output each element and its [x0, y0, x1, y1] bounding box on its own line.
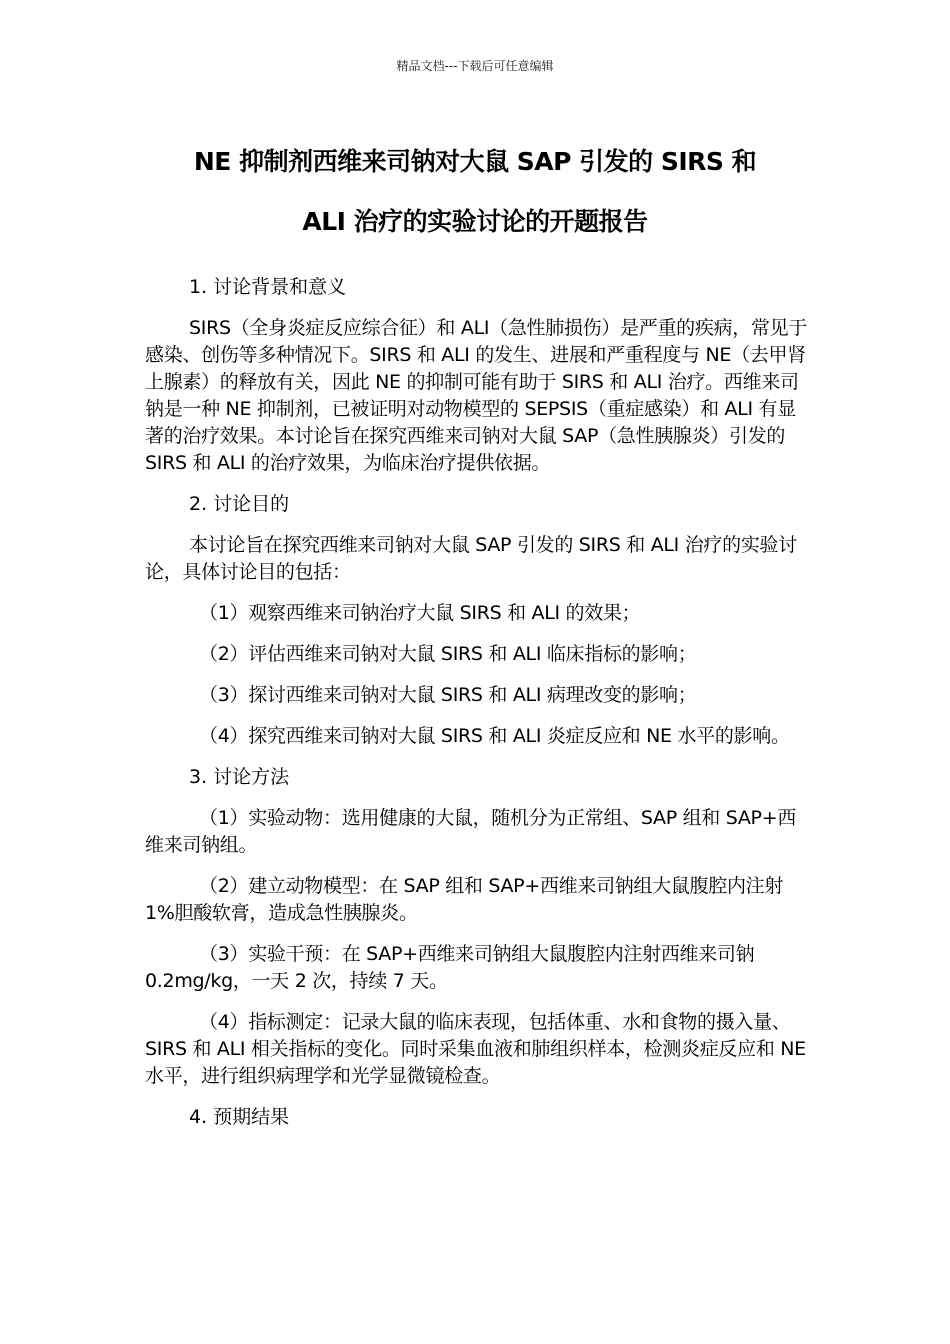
purpose-item-2: （2）评估西维来司钠对大鼠 SIRS 和 ALI 临床指标的影响； [199, 643, 697, 665]
title-line-1: NE 抑制剂西维来司钠对大鼠 SAP 引发的 SIRS 和 [193, 147, 757, 176]
purpose-item-1: （1）观察西维来司钠治疗大鼠 SIRS 和 ALI 的效果； [199, 602, 641, 624]
title-line-2: ALI 治疗的实验讨论的开题报告 [302, 207, 648, 236]
document-body [145, 274, 808, 1145]
page-header: 精品文档---下载后可任意编辑 [396, 59, 554, 73]
purpose-item-3: （3）探讨西维来司钠对大鼠 SIRS 和 ALI 病理改变的影响； [199, 684, 697, 706]
purpose-intro-paragraph: 本讨论旨在探究西维来司钠对大鼠 SAP 引发的 SIRS 和 ALI 治疗的实验讨论，具体讨论目的包括： [145, 534, 797, 583]
document-title [120, 132, 830, 252]
background-paragraph: SIRS（全身炎症反应综合征）和 ALI（急性肺损伤）是严重的疾病，常见于感染、创伤等多种情况下。SIRS 和 ALI 的发生、进展和严重程度与 NE（去甲肾上腺素）的释放有关，因此 NE 的抑制可能有助于 SIRS 和 ALI 治疗。西维来司钠是一种 NE 抑制剂，已被证明对动物模型的 SEPSIS（重症感染）和 ALI 有显著的治疗效果。本讨论旨在探究西维来司钠对大鼠 SAP（急性胰腺炎）引发的 SIRS 和 ALI 的治疗效果，为临床治疗提供依据。 [145, 317, 808, 474]
methods-item-1: （1）实验动物：选用健康的大鼠，随机分为正常组、SAP 组和 SAP+西维来司钠组。 [145, 807, 797, 856]
section-heading-expected-results: 4. 预期结果 [189, 1106, 290, 1128]
methods-item-2: （2）建立动物模型：在 SAP 组和 SAP+西维来司钠组大鼠腹腔内注射 1%胆酸软膏，造成急性胰腺炎。 [145, 875, 784, 924]
purpose-item-4: （4）探究西维来司钠对大鼠 SIRS 和 ALI 炎症反应和 NE 水平的影响。 [199, 725, 790, 747]
methods-item-4: （4）指标测定：记录大鼠的临床表现，包括体重、水和食物的摄入量、SIRS 和 ALI 相关指标的变化。同时采集血液和肺组织样本，检测炎症反应和 NE 水平，进行组织病理学和光学显微镜检查。 [145, 1011, 806, 1087]
section-heading-purpose: 2. 讨论目的 [189, 493, 290, 515]
methods-item-3: （3）实验干预：在 SAP+西维来司钠组大鼠腹腔内注射西维来司钠 0.2mg/kg，一天 2 次，持续 7 天。 [145, 943, 755, 992]
section-heading-methods: 3. 讨论方法 [189, 766, 290, 788]
section-heading-background: 1. 讨论背景和意义 [189, 276, 347, 298]
